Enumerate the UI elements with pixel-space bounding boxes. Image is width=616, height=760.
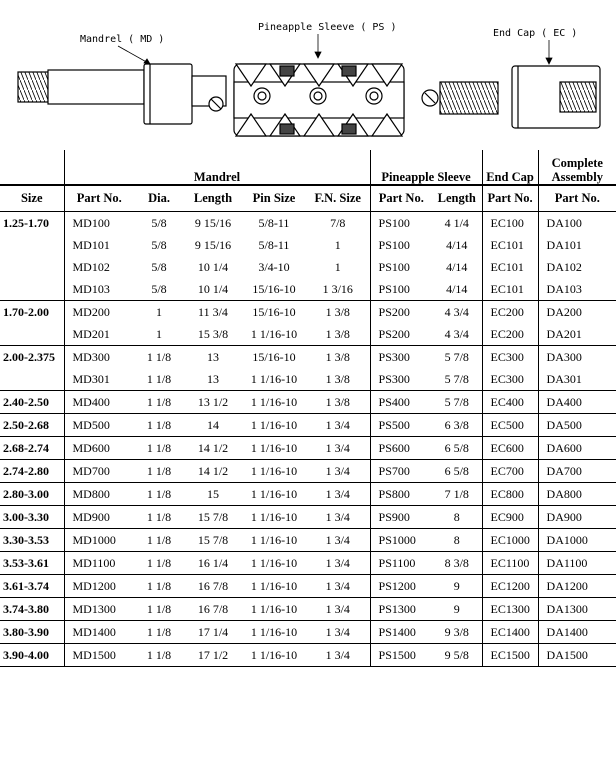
length-cell: 14 1/2	[197, 440, 229, 455]
fn-size-cell: 1 3/4	[306, 483, 370, 506]
mandrel-label: Mandrel ( MD )	[80, 34, 165, 45]
size-cell: 2.68-2.74	[0, 437, 64, 460]
ps-length-cell: 6 3/8	[432, 414, 482, 437]
dia-cell: 1 1/8	[146, 463, 172, 478]
da-part-no-cell: DA500	[546, 417, 582, 432]
table-row	[0, 414, 616, 437]
length-cell: 15 3/8	[197, 326, 229, 341]
da-part-no-cell: DA1000	[546, 532, 588, 547]
length-cell: 9 15/16	[194, 215, 232, 230]
length-cell: 14	[207, 417, 219, 432]
md-part-no-cell: MD800	[72, 486, 110, 501]
col-fn-size: F.N. Size	[306, 185, 370, 212]
fn-size-cell: 1 3/8	[306, 323, 370, 346]
ps-length-cell: 4 3/4	[432, 301, 482, 324]
pin-size-cell: 1 1/16-10	[250, 326, 298, 341]
ps-length-cell: 9 5/8	[432, 644, 482, 667]
length-cell: 14 1/2	[197, 463, 229, 478]
md-part-no-cell: MD1100	[72, 555, 116, 570]
ps-part-no-cell: PS600	[378, 440, 410, 455]
md-part-no-cell: MD301	[72, 371, 110, 386]
end-cap-label: End Cap ( EC )	[493, 28, 578, 39]
ec-part-no-cell: EC1300	[482, 598, 538, 621]
ps-part-no-cell: PS300	[378, 371, 410, 386]
col-length: Length	[184, 185, 242, 212]
size-cell: 3.74-3.80	[0, 598, 64, 621]
size-cell: 1.70-2.00	[0, 301, 64, 324]
end-cap-drawing	[512, 66, 600, 128]
ec-part-no-cell: EC1100	[482, 552, 538, 575]
fn-size-cell: 1 3/16	[306, 278, 370, 301]
da-part-no-cell: DA301	[546, 371, 582, 386]
pin-size-cell: 15/16-10	[252, 349, 296, 364]
fn-size-cell: 1 3/4	[306, 598, 370, 621]
table-row	[0, 301, 616, 324]
da-part-no-cell: DA1100	[546, 555, 588, 570]
size-cell: 2.40-2.50	[0, 391, 64, 414]
dia-cell: 5/8	[151, 237, 167, 252]
table-row	[0, 368, 616, 391]
md-part-no-cell: MD300	[72, 349, 110, 364]
pin-size-cell: 1 1/16-10	[250, 463, 298, 478]
pin-size-cell: 1 1/16-10	[250, 578, 298, 593]
ec-part-no-cell: EC1000	[482, 529, 538, 552]
ps-length-cell: 5 7/8	[432, 391, 482, 414]
fn-size-cell: 1 3/4	[306, 529, 370, 552]
ec-part-no-cell: EC300	[482, 346, 538, 369]
size-cell	[0, 256, 64, 278]
ps-length-cell: 9	[432, 575, 482, 598]
size-cell: 3.90-4.00	[0, 644, 64, 667]
table-row	[0, 621, 616, 644]
ec-part-no-cell: EC200	[482, 301, 538, 324]
size-cell: 2.00-2.375	[0, 346, 64, 369]
size-cell: 3.80-3.90	[0, 621, 64, 644]
table-row	[0, 212, 616, 235]
ps-length-cell: 8 3/8	[432, 552, 482, 575]
da-part-no-cell: DA102	[546, 259, 582, 274]
md-part-no-cell: MD1200	[72, 578, 116, 593]
dia-cell: 1 1/8	[146, 394, 172, 409]
table-row	[0, 552, 616, 575]
pin-size-cell: 1 1/16-10	[250, 509, 298, 524]
assembly-drawing	[0, 0, 616, 145]
size-cell	[0, 278, 64, 301]
pin-size-cell: 3/4-10	[258, 259, 290, 274]
ec-part-no-cell: EC101	[482, 234, 538, 256]
fn-size-cell: 1 3/8	[306, 301, 370, 324]
pin-size-cell: 15/16-10	[252, 304, 296, 319]
pin-size-cell: 5/8-11	[258, 237, 290, 252]
size-group	[0, 529, 616, 552]
ec-part-no-cell: EC1500	[482, 644, 538, 667]
col-size: Size	[0, 185, 64, 212]
da-part-no-cell: DA201	[546, 326, 582, 341]
column-header-row	[0, 185, 616, 212]
size-cell	[0, 323, 64, 346]
size-group	[0, 414, 616, 437]
pin-size-cell: 1 1/16-10	[250, 417, 298, 432]
ps-length-cell: 8	[432, 529, 482, 552]
col-ps-length: Length	[432, 185, 482, 212]
size-cell	[0, 368, 64, 391]
table-row	[0, 598, 616, 621]
size-cell: 3.53-3.61	[0, 552, 64, 575]
length-cell: 16 7/8	[197, 578, 229, 593]
da-part-no-cell: DA1300	[546, 601, 588, 616]
mandrel-group-header: Mandrel	[64, 150, 370, 185]
length-cell: 11 3/4	[198, 304, 228, 319]
col-ec-part-no: Part No.	[482, 185, 538, 212]
md-part-no-cell: MD900	[72, 509, 110, 524]
group-header-row	[0, 150, 616, 185]
ps-part-no-cell: PS500	[378, 417, 410, 432]
dia-cell: 1 1/8	[146, 578, 172, 593]
pin-size-cell: 1 1/16-10	[250, 624, 298, 639]
ps-part-no-cell: PS1400	[378, 624, 416, 639]
ec-part-no-cell: EC1200	[482, 575, 538, 598]
da-part-no-cell: DA101	[546, 237, 582, 252]
size-cell: 3.61-3.74	[0, 575, 64, 598]
size-cell: 3.30-3.53	[0, 529, 64, 552]
md-part-no-cell: MD1500	[72, 647, 116, 662]
md-part-no-cell: MD103	[72, 281, 110, 296]
fn-size-cell: 7/8	[306, 212, 370, 235]
length-cell: 13	[207, 371, 219, 386]
ps-length-cell: 5 7/8	[432, 368, 482, 391]
size-cell: 2.50-2.68	[0, 414, 64, 437]
fn-size-cell: 1 3/4	[306, 621, 370, 644]
complete-assembly-group-header: Complete Assembly	[551, 156, 603, 184]
dia-cell: 1 1/8	[146, 555, 172, 570]
ps-length-cell: 5 7/8	[432, 346, 482, 369]
size-group	[0, 575, 616, 598]
md-part-no-cell: MD500	[72, 417, 110, 432]
dia-cell: 1 1/8	[146, 624, 172, 639]
col-md-part-no: Part No.	[64, 185, 134, 212]
col-ps-part-no: Part No.	[370, 185, 432, 212]
ec-part-no-cell: EC800	[482, 483, 538, 506]
end-cap-group-header: End Cap	[482, 150, 538, 185]
da-part-no-cell: DA103	[546, 281, 582, 296]
table-row	[0, 483, 616, 506]
length-cell: 13 1/2	[197, 394, 229, 409]
fn-size-cell: 1 3/4	[306, 644, 370, 667]
ps-part-no-cell: PS1500	[378, 647, 416, 662]
length-cell: 10 1/4	[197, 281, 229, 296]
ec-part-no-cell: EC101	[482, 278, 538, 301]
size-cell: 2.74-2.80	[0, 460, 64, 483]
fn-size-cell: 1 3/8	[306, 346, 370, 369]
size-group	[0, 598, 616, 621]
length-cell: 16 1/4	[197, 555, 229, 570]
ps-length-cell: 7 1/8	[432, 483, 482, 506]
dia-cell: 1 1/8	[146, 601, 172, 616]
col-da-part-no: Part No.	[538, 185, 616, 212]
md-part-no-cell: MD201	[72, 326, 110, 341]
fn-size-cell: 1 3/8	[306, 391, 370, 414]
ec-part-no-cell: EC101	[482, 256, 538, 278]
da-part-no-cell: DA1200	[546, 578, 588, 593]
ps-part-no-cell: PS1100	[378, 555, 416, 570]
size-cell: 2.80-3.00	[0, 483, 64, 506]
ps-part-no-cell: PS700	[378, 463, 410, 478]
da-part-no-cell: DA400	[546, 394, 582, 409]
size-cell: 1.25-1.70	[0, 212, 64, 235]
table-row	[0, 460, 616, 483]
leader-lines	[118, 34, 552, 64]
size-group	[0, 506, 616, 529]
ps-length-cell: 4 1/4	[432, 212, 482, 235]
ps-part-no-cell: PS200	[378, 326, 410, 341]
fn-size-cell: 1 3/4	[306, 506, 370, 529]
pin-size-cell: 1 1/16-10	[250, 532, 298, 547]
pineapple-sleeve-group-header: Pineapple Sleeve	[370, 150, 482, 185]
pin-size-cell: 1 1/16-10	[250, 394, 298, 409]
fn-size-cell: 1 3/8	[306, 368, 370, 391]
fn-size-cell: 1 3/4	[306, 460, 370, 483]
da-part-no-cell: DA1500	[546, 647, 588, 662]
length-cell: 10 1/4	[197, 259, 229, 274]
ec-part-no-cell: EC700	[482, 460, 538, 483]
fn-size-cell: 1 3/4	[306, 575, 370, 598]
md-part-no-cell: MD200	[72, 304, 110, 319]
ps-length-cell: 6 5/8	[432, 437, 482, 460]
ps-part-no-cell: PS200	[378, 304, 410, 319]
ps-part-no-cell: PS1300	[378, 601, 416, 616]
ps-length-cell: 4/14	[432, 234, 482, 256]
ps-part-no-cell: PS1200	[378, 578, 416, 593]
ps-part-no-cell: PS300	[378, 349, 410, 364]
table-row	[0, 644, 616, 667]
size-group	[0, 621, 616, 644]
dia-cell: 1	[156, 304, 162, 319]
da-part-no-cell: DA800	[546, 486, 582, 501]
da-part-no-cell: DA300	[546, 349, 582, 364]
dia-cell: 1 1/8	[146, 440, 172, 455]
md-part-no-cell: MD1300	[72, 601, 116, 616]
md-part-no-cell: MD1000	[72, 532, 116, 547]
fn-size-cell: 1 3/4	[306, 437, 370, 460]
size-group	[0, 483, 616, 506]
dia-cell: 1 1/8	[146, 647, 172, 662]
ps-part-no-cell: PS100	[378, 281, 410, 296]
size-group	[0, 552, 616, 575]
dia-cell: 1 1/8	[146, 532, 172, 547]
da-part-no-cell: DA1400	[546, 624, 588, 639]
length-cell: 13	[207, 349, 219, 364]
fn-size-cell: 1	[306, 234, 370, 256]
dia-cell: 1 1/8	[146, 417, 172, 432]
ps-part-no-cell: PS900	[378, 509, 410, 524]
ps-length-cell: 9	[432, 598, 482, 621]
da-part-no-cell: DA900	[546, 509, 582, 524]
md-part-no-cell: MD102	[72, 259, 110, 274]
ec-part-no-cell: EC100	[482, 212, 538, 235]
ps-part-no-cell: PS100	[378, 237, 410, 252]
ec-part-no-cell: EC400	[482, 391, 538, 414]
ps-part-no-cell: PS400	[378, 394, 410, 409]
table-row	[0, 529, 616, 552]
ps-part-no-cell: PS800	[378, 486, 410, 501]
col-pin-size: Pin Size	[242, 185, 306, 212]
ec-part-no-cell: EC300	[482, 368, 538, 391]
ps-part-no-cell: PS1000	[378, 532, 416, 547]
ps-length-cell: 9 3/8	[432, 621, 482, 644]
ps-part-no-cell: PS100	[378, 215, 410, 230]
pin-size-cell: 15/16-10	[252, 281, 296, 296]
da-part-no-cell: DA700	[546, 463, 582, 478]
md-part-no-cell: MD600	[72, 440, 110, 455]
size-group	[0, 460, 616, 483]
dia-cell: 5/8	[151, 259, 167, 274]
size-group	[0, 301, 616, 346]
md-part-no-cell: MD101	[72, 237, 110, 252]
table-row	[0, 575, 616, 598]
ps-length-cell: 8	[432, 506, 482, 529]
length-cell: 15 7/8	[197, 532, 229, 547]
pineapple-sleeve-label: Pineapple Sleeve ( PS )	[258, 22, 397, 33]
md-part-no-cell: MD1400	[72, 624, 116, 639]
ec-part-no-cell: EC500	[482, 414, 538, 437]
pin-size-cell: 1 1/16-10	[250, 371, 298, 386]
md-part-no-cell: MD700	[72, 463, 110, 478]
pin-size-cell: 5/8-11	[258, 215, 290, 230]
size-group	[0, 212, 616, 301]
size-group	[0, 437, 616, 460]
da-part-no-cell: DA600	[546, 440, 582, 455]
fn-size-cell: 1 3/4	[306, 414, 370, 437]
pin-size-cell: 1 1/16-10	[250, 486, 298, 501]
table-row	[0, 256, 616, 278]
length-cell: 16 7/8	[197, 601, 229, 616]
md-part-no-cell: MD400	[72, 394, 110, 409]
size-cell	[0, 234, 64, 256]
threaded-pin-drawing	[422, 82, 498, 114]
length-cell: 17 1/2	[197, 647, 229, 662]
table-row	[0, 278, 616, 301]
ec-part-no-cell: EC900	[482, 506, 538, 529]
mandrel-drawing	[18, 64, 226, 124]
table-row	[0, 506, 616, 529]
dia-cell: 5/8	[151, 215, 167, 230]
size-group	[0, 644, 616, 667]
assembly-diagram	[0, 0, 616, 145]
ps-length-cell: 4/14	[432, 256, 482, 278]
ec-part-no-cell: EC200	[482, 323, 538, 346]
pin-size-cell: 1 1/16-10	[250, 601, 298, 616]
pin-size-cell: 1 1/16-10	[250, 440, 298, 455]
size-group	[0, 391, 616, 414]
dia-cell: 1 1/8	[146, 371, 172, 386]
pin-size-cell: 1 1/16-10	[250, 647, 298, 662]
length-cell: 9 15/16	[194, 237, 232, 252]
table-row	[0, 391, 616, 414]
dia-cell: 1 1/8	[146, 486, 172, 501]
da-part-no-cell: DA100	[546, 215, 582, 230]
ec-part-no-cell: EC600	[482, 437, 538, 460]
ec-part-no-cell: EC1400	[482, 621, 538, 644]
length-cell: 15	[207, 486, 219, 501]
col-dia: Dia.	[134, 185, 184, 212]
fn-size-cell: 1 3/4	[306, 552, 370, 575]
ps-length-cell: 6 5/8	[432, 460, 482, 483]
table-row	[0, 437, 616, 460]
table-row	[0, 346, 616, 369]
dia-cell: 5/8	[151, 281, 167, 296]
table-row	[0, 323, 616, 346]
length-cell: 15 7/8	[197, 509, 229, 524]
dia-cell: 1 1/8	[146, 349, 172, 364]
ps-length-cell: 4 3/4	[432, 323, 482, 346]
table-row	[0, 234, 616, 256]
dia-cell: 1	[156, 326, 162, 341]
ps-length-cell: 4/14	[432, 278, 482, 301]
pineapple-sleeve-drawing	[234, 64, 404, 136]
md-part-no-cell: MD100	[72, 215, 110, 230]
dia-cell: 1 1/8	[146, 509, 172, 524]
fn-size-cell: 1	[306, 256, 370, 278]
size-cell: 3.00-3.30	[0, 506, 64, 529]
length-cell: 17 1/4	[197, 624, 229, 639]
pin-size-cell: 1 1/16-10	[250, 555, 298, 570]
da-part-no-cell: DA200	[546, 304, 582, 319]
size-group	[0, 346, 616, 391]
ps-part-no-cell: PS100	[378, 259, 410, 274]
spec-table	[0, 150, 616, 667]
